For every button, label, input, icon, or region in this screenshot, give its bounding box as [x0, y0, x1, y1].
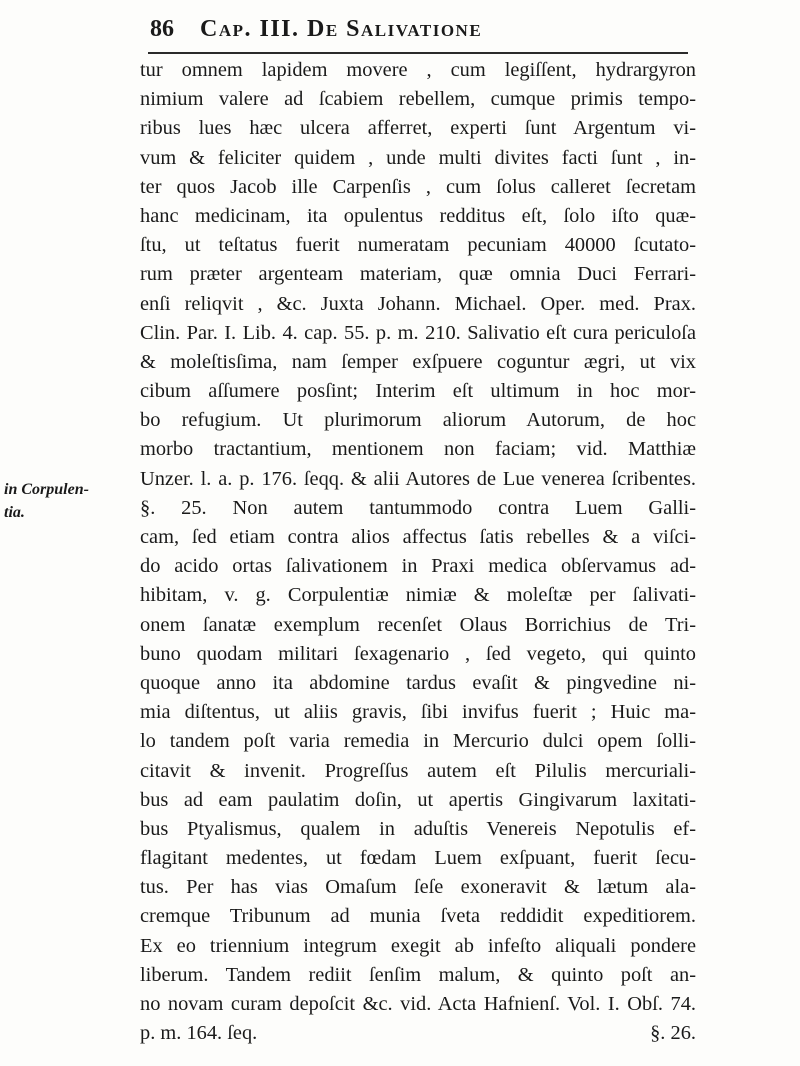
text-line: mia diſtentus, ut aliis gravis, ſibi invifus fuerit ; Huic ma- — [140, 701, 696, 724]
text-line: hibitam, v. g. Corpulentiæ nimiæ & moleſtæ per ſalivati- — [140, 584, 696, 607]
chapter-title: Cap. III. De Salivatione — [200, 16, 483, 42]
citation-page: p. m. 164. ſeq. — [140, 1022, 258, 1045]
body-text — [140, 56, 696, 1048]
header-rule — [148, 52, 688, 54]
next-section-catchword: §. 26. — [650, 1022, 696, 1045]
text-line: do acido ortas ſalivationem in Praxi medica obſervamus ad- — [140, 555, 696, 578]
text-line: §. 25. Non autem tantummodo contra Luem Galli- — [140, 496, 696, 519]
text-line: rum præter argenteam materiam, quæ omnia Duci Ferrari- — [140, 263, 696, 286]
text-line: ſtu, ut teſtatus fuerit numeratam pecuniam 40000 ſcutato- — [140, 234, 696, 257]
text-line: no novam curam depoſcit &c. vid. Acta Hafnienſ. Vol. I. Obſ. 74. — [140, 993, 696, 1015]
text-line: nimium valere ad ſcabiem rebellem, cumque primis tempo- — [140, 88, 696, 111]
text-line: hanc medicinam, ita opulentus redditus eſt, ſolo iſto quæ- — [140, 204, 696, 227]
text-line: ter quos Jacob ille Carpenſis , cum ſolus calleret ſecretam — [140, 175, 696, 198]
text-line: cibum aſſumere posſint; Interim eſt ultimum in hoc mor- — [140, 380, 696, 403]
text-line: flagitant medentes, ut fœdam Luem exſpuant, fuerit ſecu- — [140, 847, 696, 870]
text-line: onem ſanatæ exemplum recenſet Olaus Borrichius de Tri- — [140, 613, 696, 636]
text-line: Unzer. l. a. p. 176. ſeqq. & alii Autores de Lue venerea ſcribentes. — [140, 467, 696, 490]
text-line: morbo tractantium, mentionem non faciam; vid. Matthiæ — [140, 438, 696, 461]
marginal-note — [4, 478, 89, 524]
text-line-final — [140, 1019, 696, 1048]
text-line: liberum. Tandem rediit ſenſim malum, & quinto poſt an- — [140, 963, 696, 986]
text-line: lo tandem poſt varia remedia in Mercurio dulci opem ſolli- — [140, 730, 696, 753]
text-line: ribus lues hæc ulcera afferret, experti ſunt Argentum vi- — [140, 117, 696, 140]
text-line: cremque Tribunum ad munia ſveta reddidit expeditiorem. — [140, 905, 696, 928]
text-line: & moleſtisſima, nam ſemper exſpuere coguntur ægri, ut vix — [140, 350, 696, 373]
text-line: enſi reliqvit , &c. Juxta Johann. Michael. Oper. med. Prax. — [140, 292, 696, 315]
marginal-note-line-1: in Corpulen- — [4, 481, 89, 498]
text-line: citavit & invenit. Progreſſus autem eſt Pilulis mercuriali- — [140, 759, 696, 782]
page-number: 86 — [150, 16, 174, 42]
text-line: buno quodam militari ſexagenario , ſed vegeto, qui quinto — [140, 642, 696, 665]
text-line: vum & feliciter quidem , unde multi divites facti ſunt , in- — [140, 146, 696, 169]
running-head — [150, 10, 690, 50]
text-line: bus Ptyalismus, qualem in aduſtis Venereis Nepotulis ef- — [140, 817, 696, 840]
marginal-note-line-2: tia. — [4, 504, 25, 521]
text-line: Clin. Par. I. Lib. 4. cap. 55. p. m. 210. Salivatio eſt cura periculoſa — [140, 321, 696, 344]
text-line: cam, ſed etiam contra alios affectus ſatis rebelles & a viſci- — [140, 526, 696, 548]
text-line: Ex eo triennium integrum exegit ab infeſto aliquali pondere — [140, 934, 696, 957]
text-line: tur omnem lapidem movere , cum legiſſent, hydrargyron — [140, 59, 696, 81]
text-line: bo refugium. Ut plurimorum aliorum Autorum, de hoc — [140, 409, 696, 432]
text-line: tus. Per has vias Omaſum ſeſe exoneravit & lætum ala- — [140, 876, 696, 899]
text-line: bus ad eam paulatim doſin, ut apertis Gingivarum laxitati- — [140, 788, 696, 811]
text-line: quoque anno ita abdomine tardus evaſit & pingvedine ni- — [140, 671, 696, 694]
